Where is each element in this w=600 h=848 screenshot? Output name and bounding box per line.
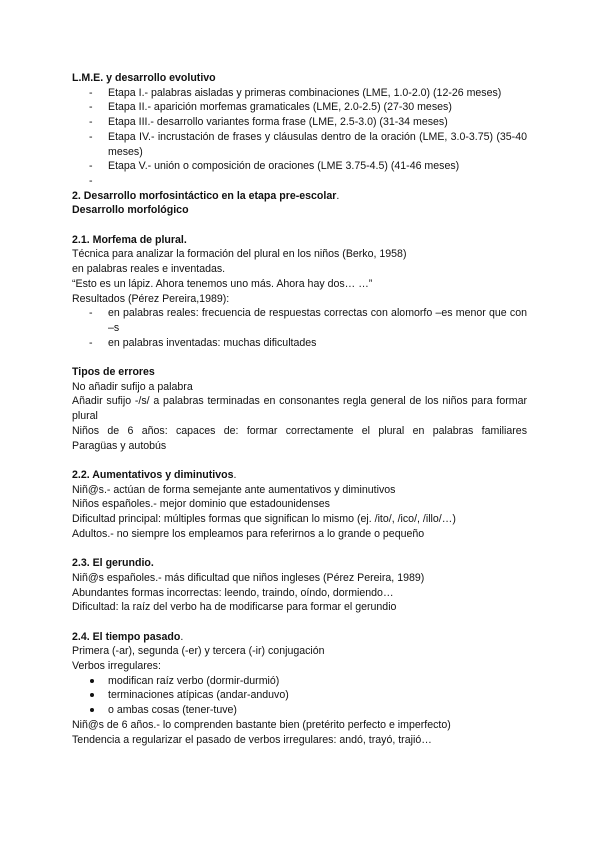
s23-title: 2.3. El gerundio. <box>72 557 154 570</box>
text-line: “Esto es un lápiz. Ahora tenemos uno más. Ahora hay dos… …” <box>72 277 373 290</box>
text-line: en palabras reales e inventadas. <box>72 263 226 276</box>
dash-marker: - <box>89 307 93 320</box>
bullet-text: en palabras inventadas: muchas dificultades <box>108 336 317 349</box>
text-line: Dificultad principal: múltiples formas que significan lo mismo (ej. /ito/, /ico/, /illo/…) <box>72 513 456 526</box>
dash-marker: - <box>89 86 93 99</box>
text-line: Niñ@s.- actúan de forma semejante ante aumentativos y diminutivos <box>72 483 396 496</box>
errors-title: Tipos de errores <box>72 366 155 379</box>
stage-text: Etapa III.- desarrollo variantes forma frase (LME, 2.5-3.0) (31-34 meses) <box>108 116 448 129</box>
s21-title: 2.1. Morfema de plural. <box>72 233 187 246</box>
title-dot: . <box>180 630 184 643</box>
dash-marker: - <box>89 336 93 349</box>
bullet-icon <box>90 693 94 697</box>
text-line: Abundantes formas incorrectas: leendo, traindo, oíndo, dormiendo… <box>72 586 394 599</box>
section-subtitle: Desarrollo morfológico <box>72 204 189 217</box>
list-item <box>72 336 527 351</box>
text-line: Tendencia a regularizar el pasado de verbos irregulares: andó, trayó, trajió… <box>72 733 432 746</box>
dash-marker: - <box>89 116 93 129</box>
list-item <box>72 703 527 718</box>
stage-text: Etapa IV.- incrustación de frases y cláusulas dentro de la oración (LME, 3.0-3.75) (35-40 meses) <box>108 130 527 158</box>
bullet-icon <box>90 708 94 712</box>
list-item <box>72 674 527 689</box>
lme-title: L.M.E. y desarrollo evolutivo <box>72 72 216 84</box>
dash-marker: - <box>89 174 93 187</box>
list-item <box>72 159 527 174</box>
text-line: Dificultad: la raíz del verbo ha de modificarse para formar el gerundio <box>72 601 397 614</box>
stage-text: Etapa V.- unión o composición de oraciones (LME 3.75-4.5) (41-46 meses) <box>108 160 460 173</box>
dash-marker: - <box>89 101 93 114</box>
title-dot: . <box>233 468 237 481</box>
bullet-text: en palabras reales: frecuencia de respuestas correctas con alomorfo –es menor que con –s <box>108 307 527 334</box>
list-item <box>72 130 527 159</box>
text-line: No añadir sufijo a palabra <box>72 380 193 393</box>
text-paragraph: Añadir sufijo -/s/ a palabras terminadas en consonantes regla general de los niños para formar plural <box>72 395 527 423</box>
dash-marker: - <box>89 130 93 143</box>
list-item-empty <box>72 174 527 189</box>
list-item <box>72 306 527 335</box>
text-paragraph: Niños de 6 años: capaces de: formar correctamente el plural en palabras familiares <box>72 424 527 437</box>
stage-text: Etapa II.- aparición morfemas gramaticales (LME, 2.0-2.5) (27-30 meses) <box>108 101 452 114</box>
document-page <box>72 71 527 747</box>
text-line: Niñ@s de 6 años.- lo comprenden bastante bien (pretérito perfecto e imperfecto) <box>72 718 451 731</box>
bullet-text: modifican raíz verbo (dormir-durmió) <box>108 674 280 687</box>
stage-text: Etapa I.- palabras aisladas y primeras combinaciones (LME, 1.0-2.0) (12-26 meses) <box>108 86 502 99</box>
s24-title: 2.4. El tiempo pasado <box>72 630 181 643</box>
text-line: Resultados (Pérez Pereira,1989): <box>72 292 230 305</box>
section-title: 2. Desarrollo morfosintáctico en la etapa pre-escolar <box>72 189 337 202</box>
list-item <box>72 688 527 703</box>
text-line: Técnica para analizar la formación del plural en los niños (Berko, 1958) <box>72 248 407 261</box>
bullet-text: terminaciones atípicas (andar-anduvo) <box>108 689 289 702</box>
text-line: Adultos.- no siempre los empleamos para referirnos a lo grande o pequeño <box>72 527 425 540</box>
text-line: Niños españoles.- mejor dominio que estadounidenses <box>72 498 330 511</box>
text-line: Verbos irregulares: <box>72 660 161 673</box>
list-item <box>72 115 527 130</box>
title-dot: . <box>336 189 340 202</box>
text-line: Niñ@s españoles.- más dificultad que niños ingleses (Pérez Pereira, 1989) <box>72 571 425 584</box>
text-line: Paragüas y autobús <box>72 439 167 452</box>
dash-marker: - <box>89 160 93 173</box>
text-line: Primera (-ar), segunda (-er) y tercera (-ir) conjugación <box>72 645 325 658</box>
list-item <box>72 86 527 101</box>
list-item <box>72 100 527 115</box>
s22-title: 2.2. Aumentativos y diminutivos <box>72 468 234 481</box>
bullet-text: o ambas cosas (tener-tuve) <box>108 704 237 717</box>
bullet-icon <box>90 679 94 683</box>
